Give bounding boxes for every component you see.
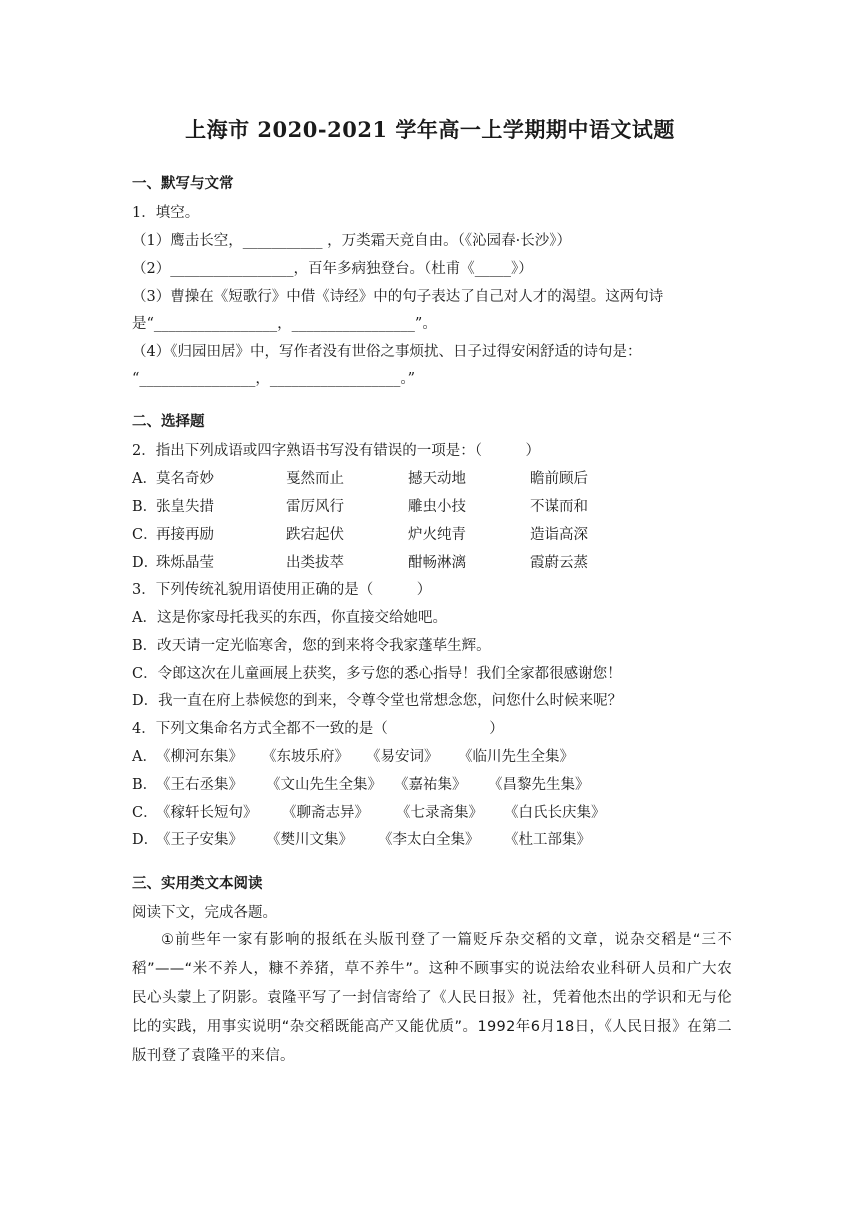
option-item: 《王子安集》 xyxy=(156,832,243,848)
option-item: 《稼轩长短句》 xyxy=(156,805,258,821)
question-2-stem: 2．指出下列成语或四字熟语书写没有错误的一项是：（ ） xyxy=(132,443,540,459)
option-item: 酣畅淋漓 xyxy=(408,555,466,571)
option-item: 《聊斋志异》 xyxy=(282,805,369,821)
option-item: 《易安词》 xyxy=(366,749,439,765)
fill-line-4: （4）《归园田居》中，写作者没有世俗之事烦扰、日子过得安闲舒适的诗句是： xyxy=(132,344,642,360)
option-item: 珠烁晶莹 xyxy=(156,555,214,571)
option-item: 《七录斋集》 xyxy=(396,805,483,821)
option-item: 《樊川文集》 xyxy=(266,832,353,848)
option-label: C． xyxy=(132,527,158,543)
q3-option-c: C．令郎这次在儿童画展上获奖，多亏您的悉心指导！我们全家都很感谢您！ xyxy=(132,666,622,682)
q4-option-b xyxy=(132,775,732,795)
q2-option-d xyxy=(132,553,732,573)
q4-option-a xyxy=(132,747,732,767)
option-item: 再接再励 xyxy=(156,527,214,543)
option-item: 《杜工部集》 xyxy=(504,832,591,848)
option-label: D． xyxy=(132,555,159,571)
option-item: 跌宕起伏 xyxy=(286,527,344,543)
option-item: 《临川先生全集》 xyxy=(458,749,574,765)
q4-option-c xyxy=(132,803,732,823)
section-heading-2: 二、选择题 xyxy=(132,413,205,430)
option-label: A． xyxy=(132,471,157,487)
fill-line-4-cont: “________________，__________________。” xyxy=(132,371,416,387)
option-label: D． xyxy=(132,832,159,848)
option-item: 炉火纯青 xyxy=(408,527,466,543)
option-item: 不谋而和 xyxy=(530,499,588,515)
q3-option-b: B．改天请一定光临寒舍，您的到来将令我家蓬荜生辉。 xyxy=(132,638,491,654)
fill-line-1: （1）鹰击长空，___________ ，万类霜天竞自由。（《沁园春·长沙》） xyxy=(132,233,571,249)
fill-line-3: （3）曹操在《短歌行》中借《诗经》中的句子表达了自己对人才的渴望。这两句诗 xyxy=(132,289,664,305)
option-item: 莫名奇妙 xyxy=(156,471,214,487)
reading-intro: 阅读下文，完成各题。 xyxy=(132,905,277,921)
option-item: 瞻前顾后 xyxy=(530,471,588,487)
option-item: 出类拔萃 xyxy=(286,555,344,571)
reading-paragraph-1: ①前些年一家有影响的报纸在头版刊登了一篇贬斥杂交稻的文章，说杂交稻是“三不稻”——“米不养人，糠不养猪，草不养牛”。这种不顾事实的说法给农业科研人员和广大农民心头蒙上了阴影。袁隆平写了一封信寄给了《人民日报》社，凭着他杰出的学识和无与伦比的实践，用事实说明“杂交稻既能高产又能优质”。1992年6月18日，《人民日报》在第二版刊登了袁隆平的来信。 xyxy=(132,932,732,1064)
option-item: 戛然而止 xyxy=(286,471,344,487)
fill-line-2: （2）_________________，百年多病独登台。（杜甫《_____》） xyxy=(132,261,533,277)
option-label: C． xyxy=(132,805,158,821)
question-4-stem: 4．下列文集命名方式全都不一致的是（ ） xyxy=(132,721,504,737)
option-item: 《王右丞集》 xyxy=(156,777,243,793)
option-item: 雷厉风行 xyxy=(286,499,344,515)
page-title: 上海市 2020-2021 学年高一上学期期中语文试题 xyxy=(185,117,675,142)
option-item: 造诣高深 xyxy=(530,527,588,543)
option-item: 《嘉祐集》 xyxy=(394,777,467,793)
option-item: 《柳河东集》 xyxy=(156,749,243,765)
option-item: 雕虫小技 xyxy=(408,499,466,515)
option-item: 霞蔚云蒸 xyxy=(530,555,588,571)
q3-option-a: A．这是你家母托我买的东西，你直接交给她吧。 xyxy=(132,610,447,626)
question-3-stem: 3．下列传统礼貌用语使用正确的是（ ） xyxy=(132,582,432,598)
q2-option-c xyxy=(132,525,732,545)
option-item: 《文山先生全集》 xyxy=(266,777,382,793)
q2-option-a xyxy=(132,469,732,489)
section-heading-3: 三、实用类文本阅读 xyxy=(132,875,263,892)
option-item: 张皇失措 xyxy=(156,499,214,515)
q4-option-d xyxy=(132,830,732,850)
q2-option-b xyxy=(132,497,732,517)
option-item: 《东坡乐府》 xyxy=(262,749,349,765)
option-label: A． xyxy=(132,749,157,765)
option-item: 《李太白全集》 xyxy=(378,832,480,848)
option-item: 《昌黎先生集》 xyxy=(488,777,590,793)
option-item: 《白氏长庆集》 xyxy=(504,805,606,821)
q3-option-d: D．我一直在府上恭候您的到来，令尊令堂也常想念您，问您什么时候来呢？ xyxy=(132,693,623,709)
fill-line-3-cont: 是“_________________，_________________”。 xyxy=(132,316,437,332)
option-label: B． xyxy=(132,777,158,793)
section-heading-1: 一、默写与文常 xyxy=(132,175,234,192)
option-item: 撼天动地 xyxy=(408,471,466,487)
question-1-stem: 1．填空。 xyxy=(132,205,200,221)
option-label: B． xyxy=(132,499,158,515)
